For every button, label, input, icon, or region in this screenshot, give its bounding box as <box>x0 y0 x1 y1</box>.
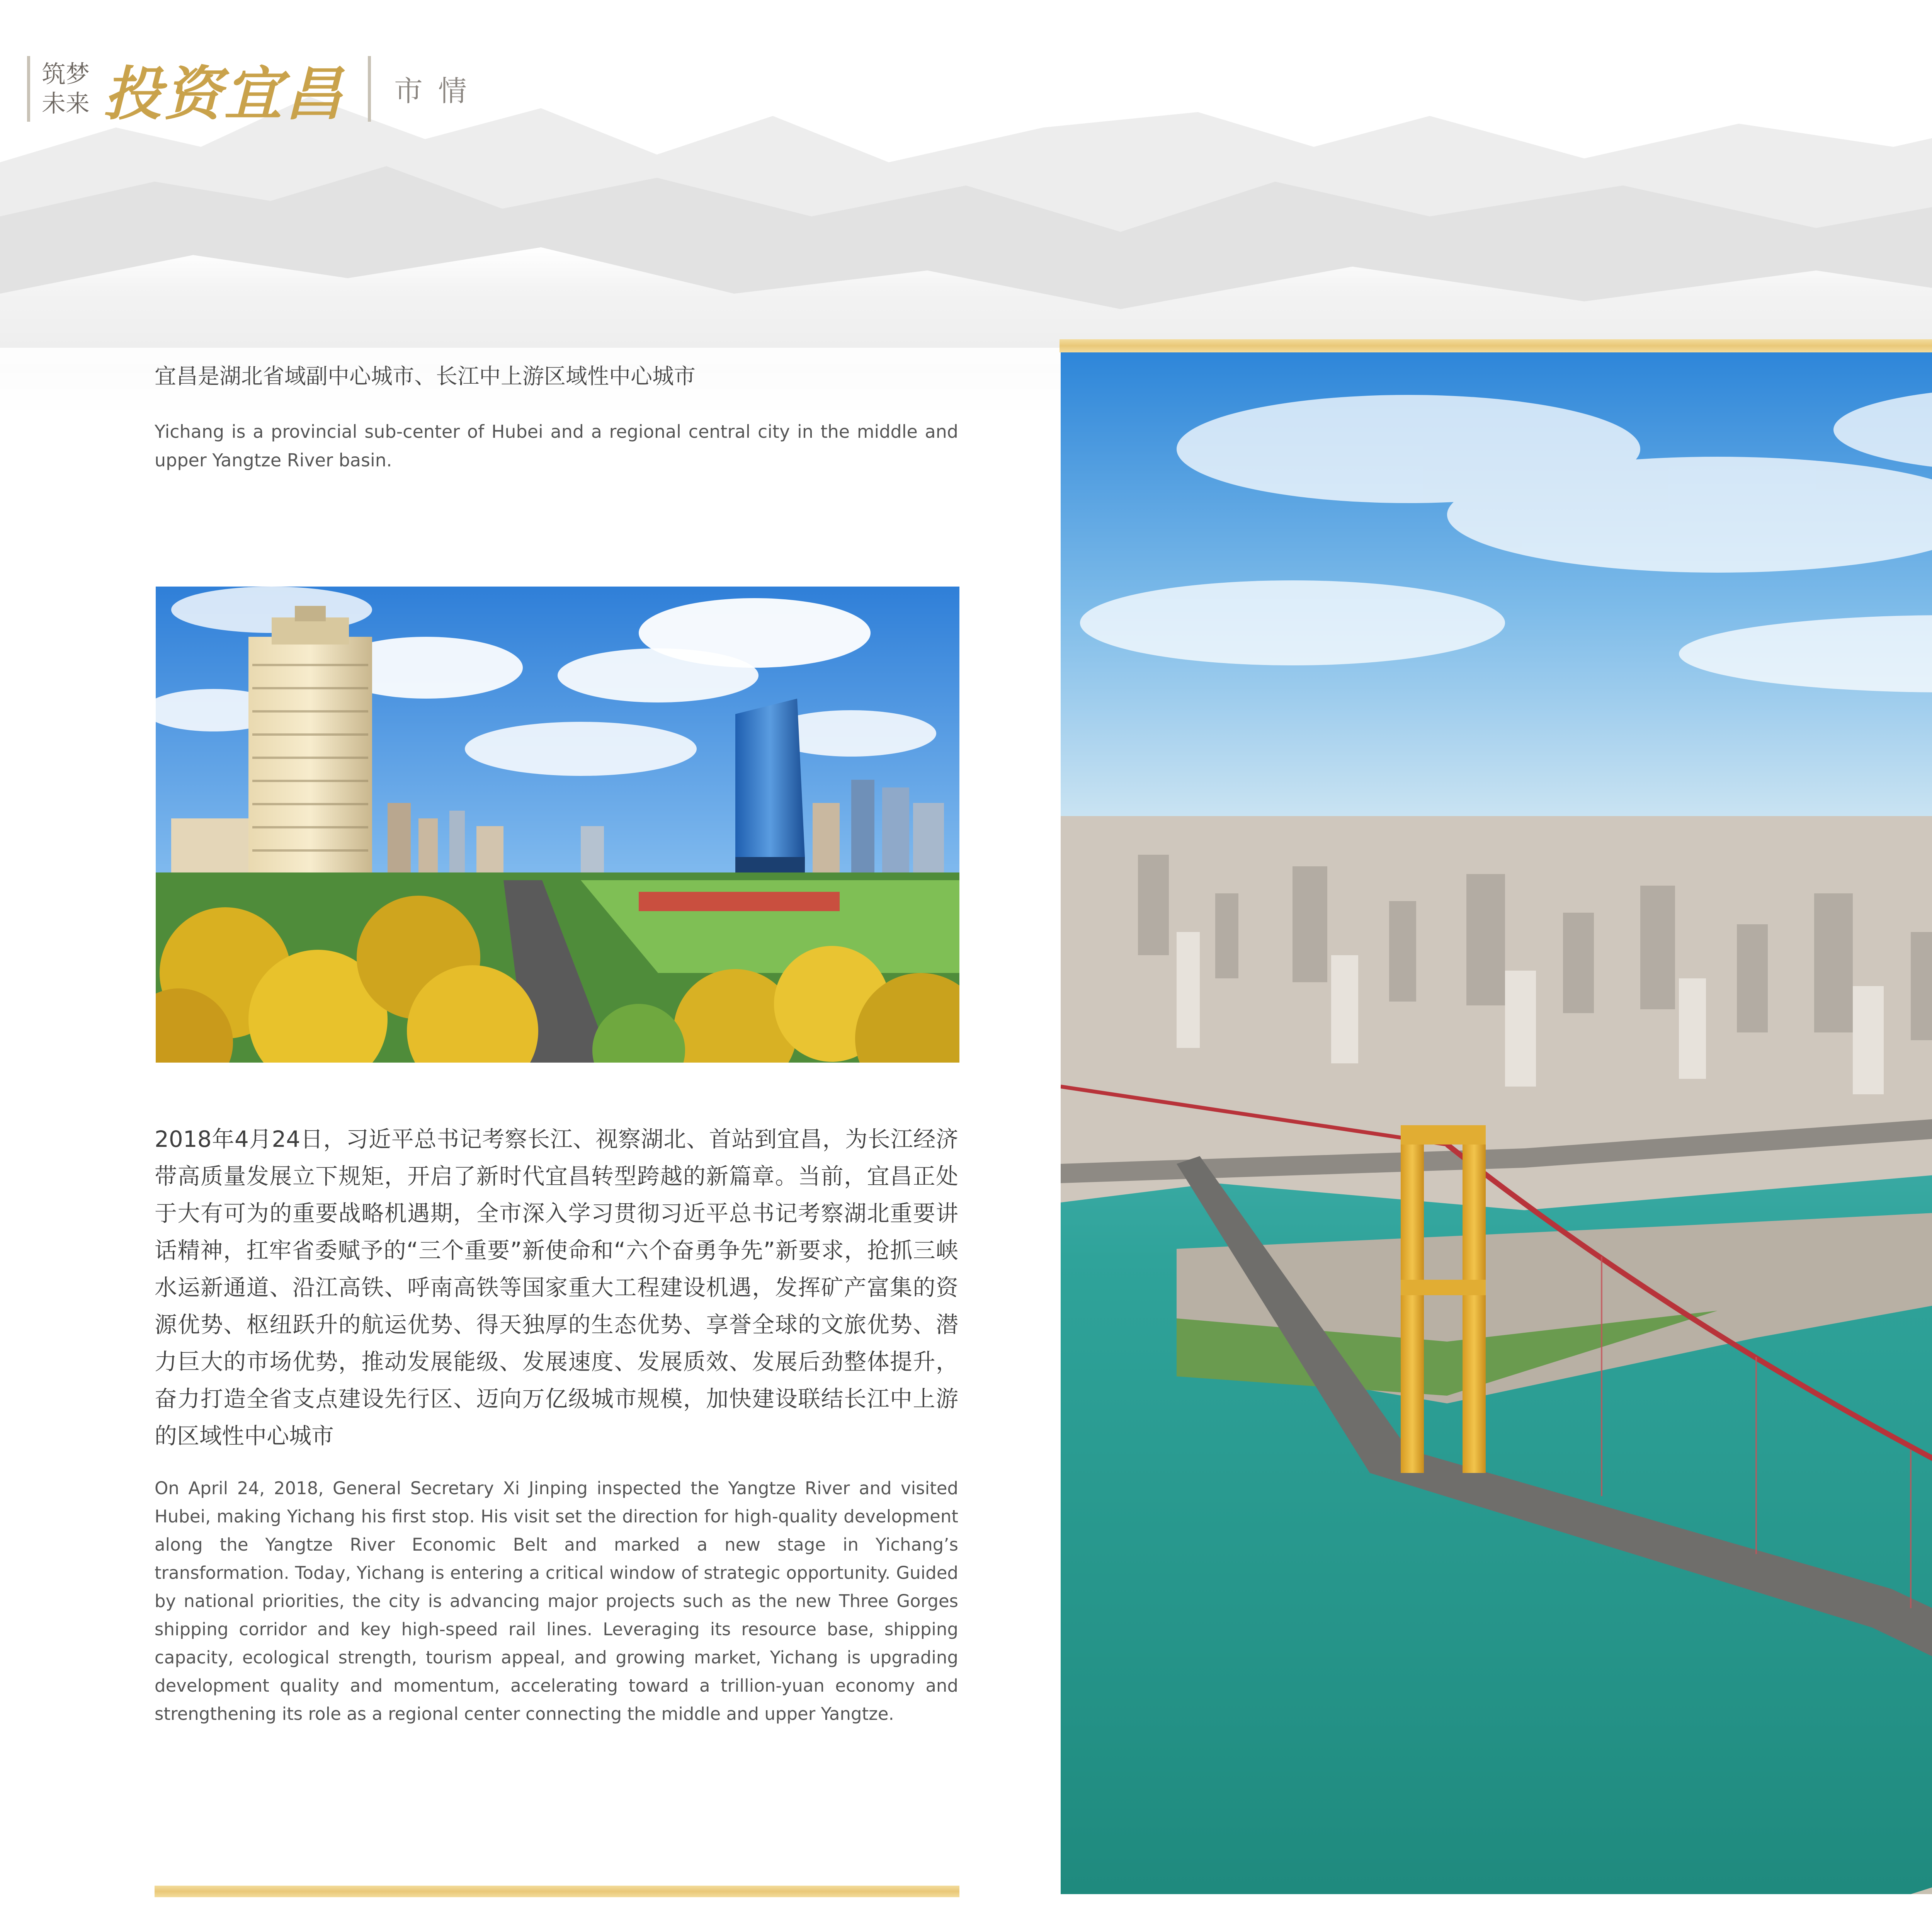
brand-line-2: 未来 <box>42 89 90 117</box>
gold-frame-bar <box>1060 339 1932 352</box>
yangtze-bridge-aerial-photo <box>1061 352 1932 1894</box>
body-english: On April 24, 2018, General Secretary Xi Jinping inspected the Yangtze River and visited Hubei, making Yichang his first stop. His visit set the direction for high-quality development along the Yangtze River Economic Belt and marked a new stage in Yichang’s transformation. Today, Yichang is entering a critical window of strategic opportunity. Guided by national priorities, the city is advancing major projects such as the new Three Gorges shipping corridor and key high-speed rail lines. Leveraging its resource base, shipping capacity, ecological strength, tourism appeal, and growing market, Yichang is upgrading development quality and momentum, accelerating toward a trillion-yuan economy and strengthening its role as a regional center connecting the middle and upper Yangtze. <box>155 1478 958 1724</box>
brand-title: 投资宜昌 <box>104 60 345 128</box>
brand-subtitle <box>42 60 90 118</box>
heading-english: Yichang is a provincial sub-center of Hubei and a regional central city in the middle and upper Yangtze River basin. <box>155 421 958 471</box>
city-skyline-photo <box>156 587 959 1063</box>
gold-divider-bar <box>155 1886 959 1897</box>
section-title: 市情 <box>394 75 483 108</box>
body-chinese: 2018年4月24日，习近平总书记考察长江、视察湖北、首站到宜昌，为长江经济带高质量发展立下规矩，开启了新时代宜昌转型跨越的新篇章。当前，宜昌正处于大有可为的重要战略机遇期，全市深入学习贯彻习近平总书记考察湖北重要讲话精神，扛牢省委赋予的“三个重要”新使命和“六个奋勇争先”新要求，抢抓三峡水运新通道、沿江高铁、呼南高铁等国家重大工程建设机遇，发挥矿产富集的资源优势、枢纽跃升的航运优势、得天独厚的生态优势、享誉全球的文旅优势、潜力巨大的市场优势，推动发展能级、发展速度、发展质效、发展后劲整体提升，奋力打造全省支点建设先行区、迈向万亿级城市规模，加快建设联结长江中上游的区域性中心城市 <box>155 1126 958 1449</box>
header-brand <box>27 50 482 128</box>
brand-line-1: 筑梦 <box>42 60 90 88</box>
heading-chinese: 宜昌是湖北省域副中心城市、长江中上游区域性中心城市 <box>155 364 696 389</box>
header-divider <box>27 56 30 122</box>
header-divider <box>368 56 371 122</box>
